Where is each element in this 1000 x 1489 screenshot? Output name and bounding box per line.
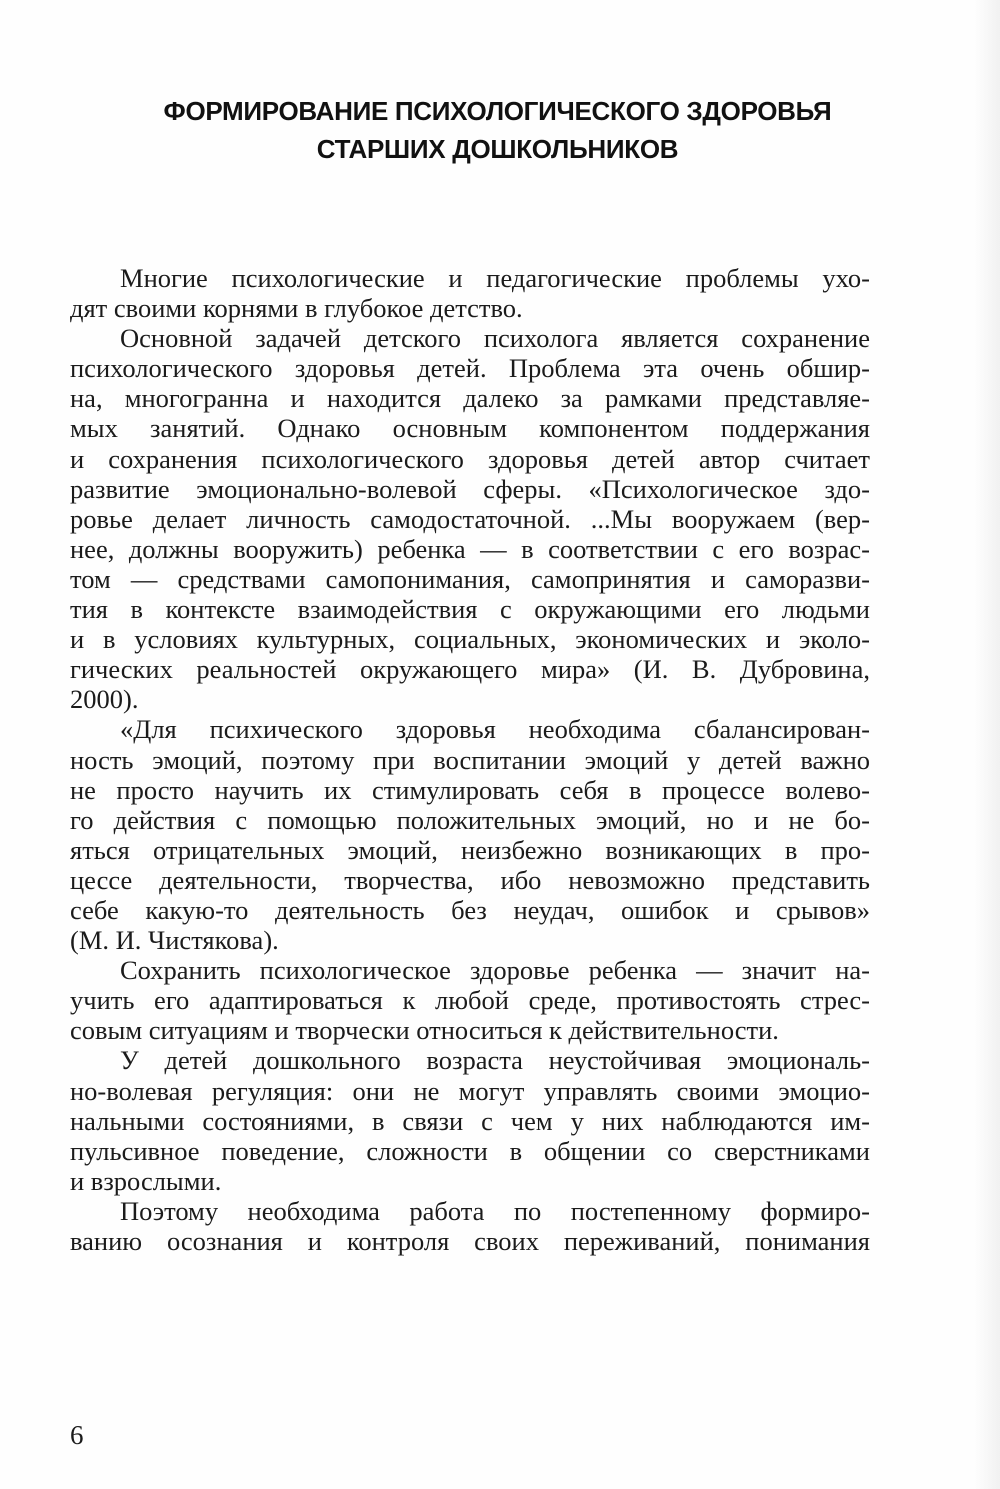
text-line: мых занятий. Однако основным компонентом поддержания [70, 413, 870, 444]
text-line: яться отрицательных эмоций, неизбежно возникающих в про- [70, 834, 870, 865]
text-line: ванию осознания и контроля своих переживаний, понимания [70, 1226, 870, 1256]
text-line: ность эмоций, поэтому при воспитании эмоций у детей важно [70, 744, 870, 775]
text-line: го действия с помощью положительных эмоций, но и не бо- [70, 804, 870, 835]
text-line: не просто научить их стимулировать себя в процессе волево- [70, 774, 870, 805]
text-line: Поэтому необходима работа по постепенному формиро- [120, 1195, 870, 1226]
paragraph [70, 263, 870, 323]
chapter-title-line-1: ФОРМИРОВАНИЕ ПСИХОЛОГИЧЕСКОГО ЗДОРОВЬЯ [163, 96, 832, 126]
text-line: и взрослыми. [70, 1165, 222, 1196]
chapter-title [100, 92, 895, 168]
text-line: 2000). [70, 684, 139, 715]
text-line: Многие психологические и педагогические проблемы ухо- [120, 263, 870, 293]
text-line: дят своими корнями в глубокое детство. [70, 293, 523, 324]
paragraph [70, 1196, 870, 1256]
text-line: цессе деятельности, творчества, ибо невозможно представить [70, 864, 870, 895]
text-line: и в условиях культурных, социальных, экономических и эколо- [70, 624, 870, 655]
text-line: развитие эмоционально-волевой сферы. «Психологическое здо- [70, 473, 870, 504]
text-line: психологического здоровья детей. Проблема эта очень обшир- [70, 353, 870, 384]
text-line: ровье делает личность самодостаточной. ...Мы вооружаем (вер- [70, 503, 870, 534]
text-line: У детей дошкольного возраста неустойчивая эмоциональ- [120, 1045, 870, 1076]
text-line: нее, должны вооружить) ребенка — в соответствии с его возрас- [70, 533, 870, 564]
text-line: тия в контексте взаимодействия с окружающими его людьми [70, 594, 870, 625]
paragraph [70, 955, 870, 1045]
text-line: пульсивное поведение, сложности в общении со сверстниками [70, 1135, 870, 1166]
page-number: 6 [70, 1420, 84, 1450]
text-line: совым ситуациям и творчески относиться к действительности. [70, 1015, 779, 1046]
text-line: себе какую-то деятельность без неудач, ошибок и срывов» [70, 894, 870, 925]
body-text [70, 263, 870, 1256]
text-line: но-волевая регуляция: они не могут управлять своими эмоцио- [70, 1075, 870, 1106]
text-line: том — средствами самопонимания, самопринятия и саморазви- [70, 563, 870, 594]
text-line: (М. И. Чистякова). [70, 925, 279, 956]
paragraph [70, 1045, 870, 1195]
paragraph [70, 714, 870, 955]
text-line: «Для психического здоровья необходима сбалансирован- [120, 714, 870, 745]
text-line: учить его адаптироваться к любой среде, противостоять стрес- [70, 985, 870, 1016]
text-line: Сохранить психологическое здоровье ребенка — значит на- [120, 955, 870, 986]
page-edge-shadow [974, 0, 1000, 1489]
chapter-title-line-2: СТАРШИХ ДОШКОЛЬНИКОВ [316, 134, 679, 164]
text-line: и сохранения психологического здоровья детей автор считает [70, 443, 870, 474]
text-line: гических реальностей окружающего мира» (И. В. Дубровина, [70, 654, 870, 685]
text-line: Основной задачей детского психолога является сохранение [120, 323, 870, 354]
paragraph [70, 323, 870, 714]
text-line: нальными состояниями, в связи с чем у них наблюдаются им- [70, 1105, 870, 1136]
text-line: на, многогранна и находится далеко за рамками представляе- [70, 383, 870, 414]
